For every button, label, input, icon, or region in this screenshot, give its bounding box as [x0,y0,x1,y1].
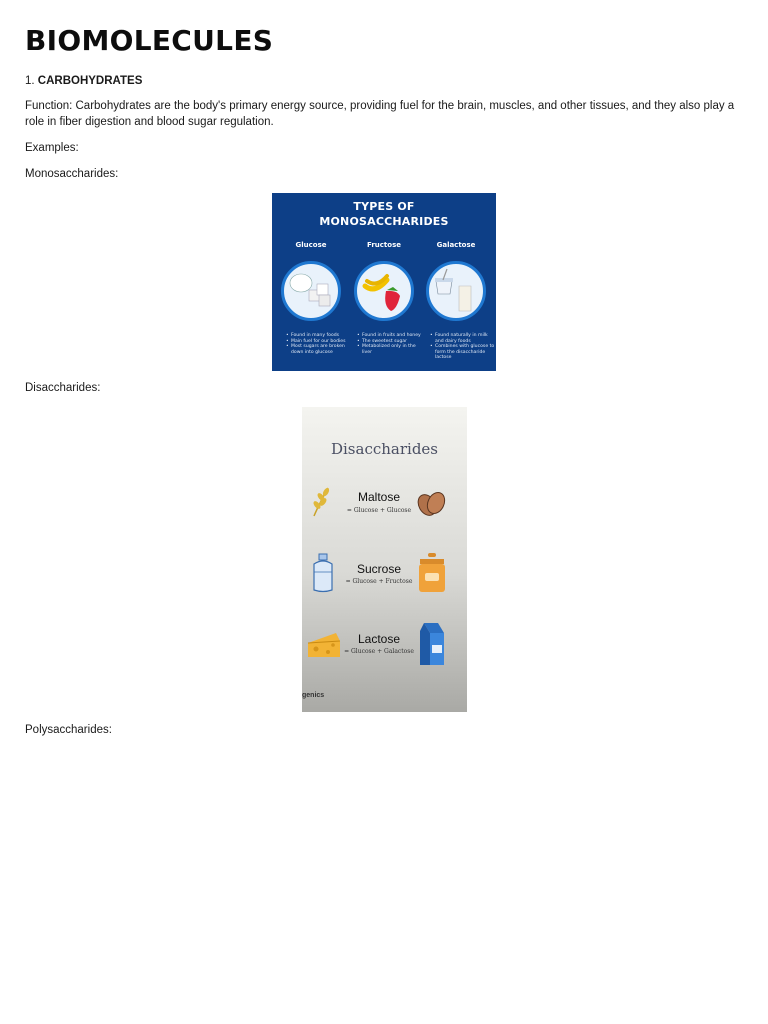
cheese-icon [306,629,342,661]
fructose-bullet: • Metabolized only in the liver [357,344,423,355]
glucose-heading: Glucose [295,241,327,249]
maltose-name: Maltose [357,490,401,504]
milk-carton-icon [418,621,448,667]
section-number: 1. [25,75,35,87]
glucose-bullet: • Found in many foods [286,333,352,339]
glucose-bullet: • Main fuel for our bodies [286,339,352,345]
sugar-cubes-icon [281,261,341,321]
sugar-dispenser-icon [308,552,338,594]
function-paragraph: Function: Carbohydrates are the body's primary energy source, providing fuel for the brain, muscles, and other tissues, and they also play a role in fiber digestion and blood sugar regulation. [25,100,735,128]
lactose-formula: = Glucose + Galactose [344,648,414,655]
examples-label: Examples: [25,142,79,154]
glucose-bullet: • Most sugars are broken down into glucose [286,344,352,355]
di-figure-logo: genics [302,692,325,699]
fructose-bullet: • The sweetest sugar [357,339,423,345]
disaccharides-figure [302,407,467,712]
yogurt-milk-icon [426,261,486,321]
mono-figure-title-line1: TYPES OF [353,200,415,213]
page-title: BIOMOLECULES [25,24,274,57]
galactose-bullets [430,333,496,361]
banana-strawberry-icon [354,261,414,321]
section-heading [25,73,142,89]
monosaccharides-figure [272,193,496,371]
galactose-bullet: • Combines with glucose to form the disaccharide lactose [430,344,496,361]
maltose-formula: = Glucose + Glucose [346,507,412,514]
nuts-icon [414,487,450,519]
monosaccharides-label: Monosaccharides: [25,168,119,180]
fructose-bullet: • Found in fruits and honey [357,333,423,339]
lactose-name: Lactose [357,632,401,646]
di-figure-title: Disaccharides [330,440,438,458]
disaccharides-label: Disaccharides: [25,382,101,394]
section-title: CARBOHYDRATES [37,75,143,87]
fructose-heading: Fructose [367,241,401,249]
sucrose-name: Sucrose [356,562,402,576]
fructose-bullets [357,333,423,355]
sugar-jar-icon [416,551,448,595]
galactose-heading: Galactose [436,241,476,249]
polysaccharides-label: Polysaccharides: [25,724,112,736]
galactose-bullet: • Found naturally in milk and dairy foods [430,333,496,344]
sucrose-formula: = Glucose + Fructose [345,578,413,585]
glucose-bullets [286,333,352,355]
mono-figure-title-line2: MONOSACCHARIDES [319,215,449,228]
